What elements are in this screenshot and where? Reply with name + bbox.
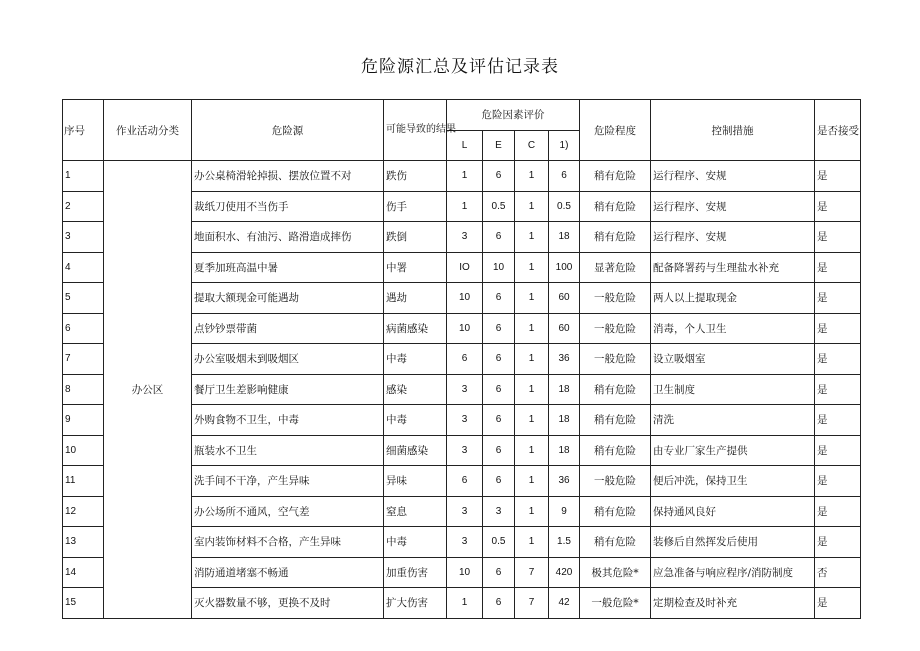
row-E: 6 [483,466,515,497]
hazard-table [62,99,861,619]
row-hazard: 消防通道堵塞不畅通 [192,557,384,588]
row-E: 6 [483,435,515,466]
row-C: 1 [515,496,549,527]
row-L: 3 [447,374,483,405]
row-C: 7 [515,588,549,619]
row-D: 420 [549,557,580,588]
row-C: 1 [515,405,549,436]
row-control: 装修后自然挥发后使用 [651,527,815,558]
row-L: 3 [447,496,483,527]
row-seq: 13 [63,527,104,558]
row-L: 10 [447,313,483,344]
header-control: 控制措施 [651,100,815,161]
row-D: 18 [549,435,580,466]
row-level: 显著危险 [580,252,651,283]
row-seq: 3 [63,222,104,253]
row-D: 0.5 [549,191,580,222]
row-accepted: 是 [815,466,861,497]
row-hazard: 办公室吸烟未到吸烟区 [192,344,384,375]
header-L: L [447,130,483,161]
row-accepted: 是 [815,222,861,253]
row-D: 18 [549,405,580,436]
row-accepted: 是 [815,344,861,375]
row-result: 扩大伤害 [384,588,447,619]
row-C: 1 [515,374,549,405]
row-E: 0.5 [483,527,515,558]
header-E: E [483,130,515,161]
row-C: 1 [515,527,549,558]
row-D: 18 [549,374,580,405]
row-L: 3 [447,527,483,558]
row-accepted: 是 [815,283,861,314]
row-E: 6 [483,405,515,436]
row-level: 稍有危险 [580,527,651,558]
row-seq: 6 [63,313,104,344]
row-C: 1 [515,252,549,283]
row-E: 6 [483,588,515,619]
row-level: 一般危险* [580,588,651,619]
row-control: 卫生制度 [651,374,815,405]
row-result: 跌伤 [384,161,447,192]
row-hazard: 裁纸刀使用不当伤手 [192,191,384,222]
row-level: 稍有危险 [580,374,651,405]
row-C: 1 [515,435,549,466]
row-E: 10 [483,252,515,283]
row-result: 细菌感染 [384,435,447,466]
page-title: 危险源汇总及评估记录表 [361,57,559,77]
row-hazard: 夏季加班高温中暑 [192,252,384,283]
row-accepted: 是 [815,588,861,619]
row-D: 18 [549,222,580,253]
header-evaluation: 危险因素评价 [447,100,580,131]
row-hazard: 外购食物不卫生，中毒 [192,405,384,436]
row-E: 0.5 [483,191,515,222]
row-seq: 5 [63,283,104,314]
row-L: 1 [447,191,483,222]
row-hazard: 提取大额现金可能遇劫 [192,283,384,314]
row-result: 异味 [384,466,447,497]
row-hazard: 灭火器数量不够，更换不及时 [192,588,384,619]
row-level: 稍有危险 [580,496,651,527]
header-accepted: 是否接受 [815,100,861,161]
row-C: 1 [515,344,549,375]
row-control: 定期检查及时补充 [651,588,815,619]
row-accepted: 是 [815,252,861,283]
row-E: 3 [483,496,515,527]
row-level: 稍有危险 [580,435,651,466]
row-accepted: 是 [815,161,861,192]
header-seq: 序号 [63,100,104,161]
row-control: 便后冲洗，保持卫生 [651,466,815,497]
row-L: 1 [447,161,483,192]
header-C: C [515,130,549,161]
row-result: 窒息 [384,496,447,527]
row-result: 中毒 [384,344,447,375]
header-result: 可能导致的结果 [384,100,447,161]
row-D: 60 [549,283,580,314]
row-L: 6 [447,466,483,497]
row-C: 1 [515,222,549,253]
row-C: 1 [515,283,549,314]
row-result: 病菌感染 [384,313,447,344]
row-control: 运行程序、安规 [651,191,815,222]
row-level: 一般危险 [580,313,651,344]
row-accepted: 是 [815,405,861,436]
row-seq: 7 [63,344,104,375]
header-level: 危险程度 [580,100,651,161]
row-accepted: 否 [815,557,861,588]
row-L: 3 [447,405,483,436]
row-level: 一般危险 [580,283,651,314]
header-hazard: 危险源 [192,100,384,161]
row-accepted: 是 [815,313,861,344]
row-C: 1 [515,161,549,192]
row-D: 60 [549,313,580,344]
row-D: 100 [549,252,580,283]
row-level: 稍有危险 [580,405,651,436]
row-control: 运行程序、安规 [651,222,815,253]
row-L: 10 [447,557,483,588]
row-hazard: 点钞钞票带菌 [192,313,384,344]
row-control: 运行程序、安规 [651,161,815,192]
row-seq: 8 [63,374,104,405]
activity-group-cell: 办公区 [104,161,192,619]
header-D: 1) [549,130,580,161]
row-E: 6 [483,283,515,314]
row-hazard: 洗手间不干净，产生异味 [192,466,384,497]
row-hazard: 地面积水、有油污、路滑造成摔伤 [192,222,384,253]
row-hazard: 瓶装水不卫生 [192,435,384,466]
row-seq: 10 [63,435,104,466]
row-result: 伤手 [384,191,447,222]
row-E: 6 [483,557,515,588]
header-activity: 作业活动分类 [104,100,192,161]
row-L: 1 [447,588,483,619]
row-hazard: 办公桌椅滑轮掉损、摆放位置不对 [192,161,384,192]
row-control: 应急准备与响应程序/消防制度 [651,557,815,588]
row-D: 42 [549,588,580,619]
row-E: 6 [483,222,515,253]
row-accepted: 是 [815,527,861,558]
row-seq: 9 [63,405,104,436]
table-body [63,161,861,619]
row-control: 由专业厂家生产提供 [651,435,815,466]
row-level: 稍有危险 [580,161,651,192]
row-L: 10 [447,283,483,314]
row-result: 加重伤害 [384,557,447,588]
row-result: 跌倒 [384,222,447,253]
row-D: 6 [549,161,580,192]
row-result: 中毒 [384,405,447,436]
row-level: 稍有危险 [580,222,651,253]
row-seq: 2 [63,191,104,222]
row-control: 保持通风良好 [651,496,815,527]
row-D: 9 [549,496,580,527]
row-E: 6 [483,344,515,375]
table-row [63,161,861,192]
row-hazard: 餐厅卫生差影响健康 [192,374,384,405]
row-C: 1 [515,191,549,222]
row-E: 6 [483,161,515,192]
row-control: 配备降署药与生理盐水补充 [651,252,815,283]
row-level: 稍有危险 [580,191,651,222]
row-accepted: 是 [815,374,861,405]
row-result: 遇劫 [384,283,447,314]
row-result: 感染 [384,374,447,405]
row-accepted: 是 [815,191,861,222]
row-D: 1.5 [549,527,580,558]
row-level: 一般危险 [580,466,651,497]
row-level: 极其危险* [580,557,651,588]
row-result: 中署 [384,252,447,283]
row-seq: 4 [63,252,104,283]
row-D: 36 [549,344,580,375]
row-seq: 14 [63,557,104,588]
row-E: 6 [483,374,515,405]
row-control: 清洗 [651,405,815,436]
row-control: 设立吸烟室 [651,344,815,375]
row-L: 6 [447,344,483,375]
row-C: 7 [515,557,549,588]
row-seq: 15 [63,588,104,619]
row-hazard: 办公场所不通风，空气差 [192,496,384,527]
row-L: 3 [447,222,483,253]
row-hazard: 室内装饰材料不合格，产生异味 [192,527,384,558]
row-L: 3 [447,435,483,466]
row-accepted: 是 [815,435,861,466]
row-seq: 11 [63,466,104,497]
row-accepted: 是 [815,496,861,527]
row-C: 1 [515,466,549,497]
row-seq: 1 [63,161,104,192]
row-C: 1 [515,313,549,344]
row-result: 中毒 [384,527,447,558]
row-E: 6 [483,313,515,344]
row-level: 一般危险 [580,344,651,375]
row-seq: 12 [63,496,104,527]
row-control: 两人以上提取现金 [651,283,815,314]
row-control: 消毒，个人卫生 [651,313,815,344]
row-L: IO [447,252,483,283]
table-header [63,100,861,161]
row-D: 36 [549,466,580,497]
